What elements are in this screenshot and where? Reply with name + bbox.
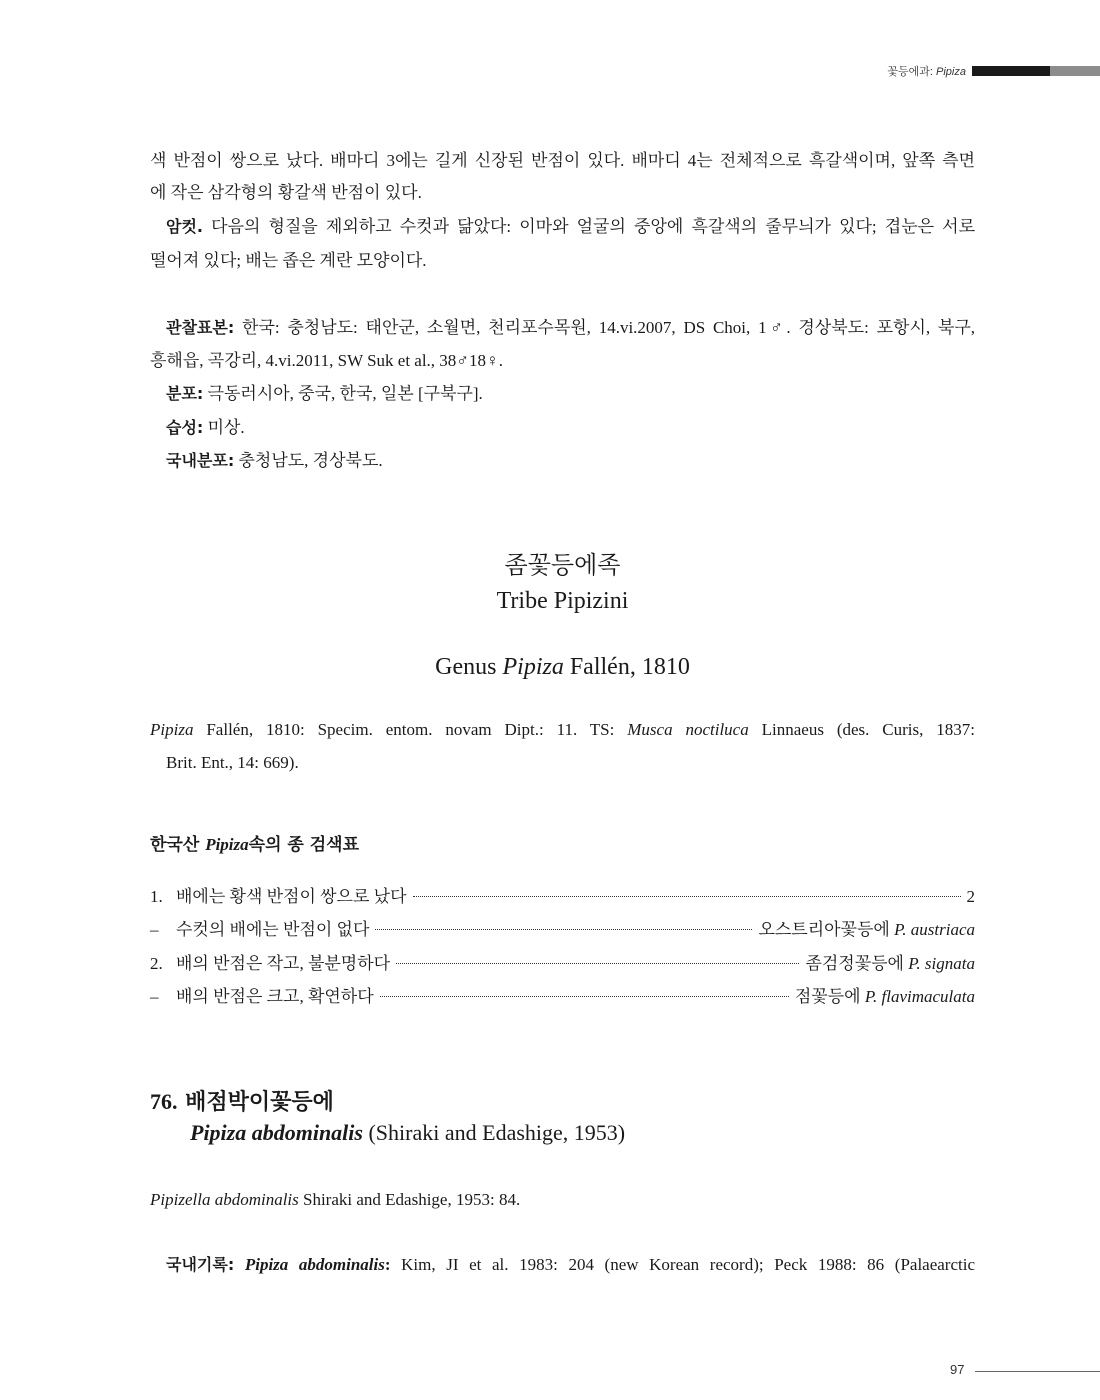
key-character: 배에는 황색 반점이 쌍으로 났다	[176, 887, 407, 906]
key-result-taxon: P. flavimaculata	[864, 987, 975, 1006]
running-header	[887, 63, 1100, 79]
key-leader-dots	[375, 929, 752, 930]
key-couplet-number: –	[150, 987, 159, 1006]
key-result-korean: 좀검정꽃등에	[805, 954, 904, 973]
key-leader-dots	[380, 996, 789, 997]
female-description-line2: 떨어져 있다; 배는 좁은 계란 모양이다.	[150, 251, 427, 270]
header-family: 꽃등에과:	[887, 66, 933, 78]
key-result-taxon: P. austriaca	[894, 920, 975, 939]
key-couplet-number: 2.	[150, 954, 163, 973]
key-title-genus: Pipiza	[205, 835, 249, 854]
female-label: 암컷.	[166, 217, 203, 236]
key-title	[150, 830, 359, 855]
korean-records: 국내기록: Pipiza abdominalis: Kim, JI et al. 1983: 204 (new Korean record); Peck 1988: 86 (Palaearctic	[166, 1255, 976, 1274]
habit-label: 습성:	[166, 418, 204, 437]
records-text: Kim, JI et al. 1983: 204 (new Korean record); Peck 1988: 86 (Palaearctic	[401, 1255, 976, 1274]
records-label: 국내기록:	[166, 1255, 235, 1274]
body-line: 색 반점이 쌍으로 났다. 배마디 3에는 길게 신장된 반점이 있다. 배마디 4는 전체적으로 흑갈색이며, 앞쪽 측면	[150, 151, 975, 170]
female-description	[150, 211, 975, 243]
synonymy-text-end: Linnaeus (des. Curis, 1837:	[761, 720, 975, 739]
key-row	[150, 882, 975, 912]
page-number: 97	[950, 1362, 965, 1377]
key-result-taxon: P. signata	[908, 954, 975, 973]
species-title	[150, 1085, 334, 1116]
genus-author: Fallén, 1810	[569, 654, 690, 680]
key-leader-dots	[396, 963, 799, 964]
synonymy-text: Fallén, 1810: Specim. entom. novam Dipt.: 11. TS:	[206, 720, 615, 739]
genus-prefix: Genus	[435, 654, 497, 680]
key-character: 수컷의 배에는 반점이 없다	[176, 920, 370, 939]
distribution-text: 극동러시아, 중국, 한국, 일본 [구북구].	[207, 384, 483, 403]
domestic-distribution	[150, 445, 975, 477]
key-result-korean: 오스트리아꽃등에	[758, 920, 890, 939]
key-leader-dots	[413, 896, 961, 897]
genus-heading	[150, 650, 975, 684]
key-row	[150, 915, 975, 945]
key-result-korean: 점꽃등에	[794, 987, 861, 1006]
genus-synonymy-line2: Brit. Ent., 14: 669).	[166, 753, 299, 772]
female-text: 다음의 형질을 제외하고 수컷과 닮았다: 이마와 얼굴의 중앙에 흑갈색의 줄무늬가 있다; 겹눈은 서로	[211, 217, 976, 236]
key-couplet-number: –	[150, 920, 159, 939]
records-species: Pipiza abdominalis	[244, 1255, 385, 1274]
key-title-suffix: 속의 종 검색표	[248, 835, 360, 855]
type-species: Musca noctiluca	[627, 720, 749, 739]
key-character: 배의 반점은 크고, 확연하다	[176, 987, 374, 1006]
domestic-label: 국내분포:	[166, 451, 235, 470]
species-author: (Shiraki and Edashige, 1953)	[368, 1120, 626, 1145]
original-description	[150, 1184, 975, 1216]
original-reference: Shiraki and Edashige, 1953: 84.	[303, 1190, 521, 1209]
key-result	[758, 915, 975, 940]
specimens-examined	[150, 312, 975, 344]
header-genus: Pipiza	[936, 66, 966, 78]
key-title-prefix: 한국산	[150, 835, 200, 855]
key-result	[805, 949, 975, 974]
key-couplet-number: 1.	[150, 887, 163, 906]
key-result	[795, 982, 975, 1007]
key-result-taxon: 2	[966, 887, 975, 906]
header-bar-dark	[972, 66, 1050, 76]
key-character: 배의 반점은 작고, 불분명하다	[176, 954, 391, 973]
habit	[150, 412, 975, 444]
body-line: 에 작은 삼각형의 황갈색 반점이 있다.	[150, 183, 422, 202]
habit-text: 미상.	[207, 418, 245, 437]
synonymy-genus: Pipiza	[150, 720, 194, 739]
domestic-text: 충청남도, 경상북도.	[238, 451, 383, 470]
key-result	[967, 887, 976, 907]
original-name: Pipizella abdominalis	[150, 1190, 299, 1209]
distribution	[150, 378, 975, 410]
footer-rule	[975, 1371, 1100, 1372]
running-header-text	[887, 63, 966, 79]
specimens-examined-line2: 흥해읍, 곡강리, 4.vi.2011, SW Suk et al., 38♂18♀.	[150, 351, 504, 370]
species-binomial: Pipiza abdominalis	[190, 1120, 363, 1145]
key-row	[150, 982, 975, 1012]
genus-synonymy	[150, 714, 975, 746]
species-scientific-name	[190, 1120, 625, 1146]
header-bar-grey	[1050, 66, 1100, 76]
species-number: 76.	[150, 1089, 178, 1114]
key-row	[150, 949, 975, 979]
species-korean-name: 배점박이꽃등에	[185, 1090, 334, 1115]
distribution-label: 분포:	[166, 384, 204, 403]
tribe-title-korean: 좀꽃등에족	[504, 551, 621, 579]
tribe-title-latin: Tribe Pipizini	[496, 588, 629, 614]
genus-name: Pipiza	[502, 654, 564, 680]
specimens-text: 한국: 충청남도: 태안군, 소월면, 천리포수목원, 14.vi.2007, DS Choi, 1♂. 경상북도: 포항시, 북구,	[242, 318, 975, 337]
specimens-label: 관찰표본:	[166, 318, 235, 337]
